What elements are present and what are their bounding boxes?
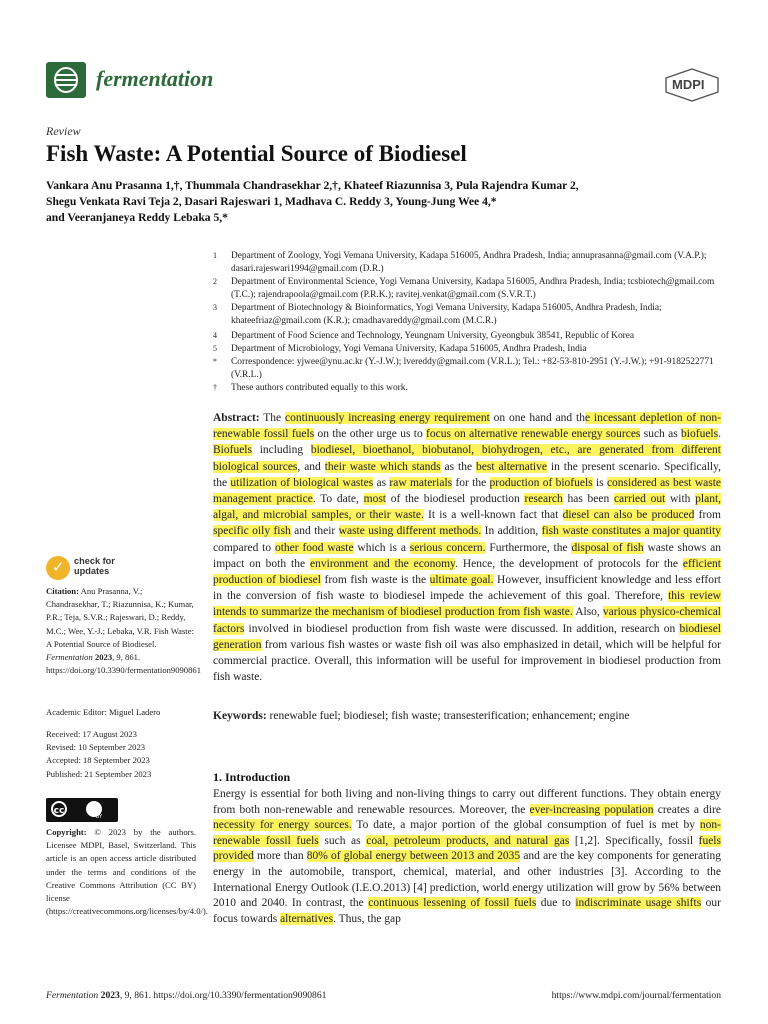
highlighted-phrase: most <box>363 493 386 506</box>
highlighted-phrase: Biofuels <box>213 444 252 457</box>
abstract <box>213 410 721 685</box>
highlighted-phrase: disposal of fish <box>571 541 644 554</box>
highlighted-phrase: considered as best waste management practice <box>213 476 722 506</box>
affiliation-text: Department of Zoology, Yogi Vemana University, Kadapa 516005, Andhra Pradesh, India; annuprasanna@gmail.com (V.A.P.); dasari.rajeswari1994@gmail.com (D.R.) <box>231 251 707 274</box>
check-updates-label <box>74 556 115 576</box>
highlighted-phrase: raw materials <box>389 476 453 489</box>
highlighted-phrase: diesel can also be produced <box>562 509 695 522</box>
citation-year: 2023 <box>94 652 113 663</box>
footer-journal: Fermentation <box>46 990 99 1001</box>
highlighted-phrase: non-renewable fossil fuels <box>213 819 721 847</box>
affiliation-number: 1 <box>213 251 217 260</box>
footer-doi-link[interactable]: , 9, 861. https://doi.org/10.3390/fermentation9090861 <box>119 990 327 1001</box>
text-run: In addition, <box>481 525 542 538</box>
text-run: of the biodiesel production <box>386 493 525 506</box>
text-run: However, insufficient knowledge and less effort in the conversion of fish waste to biodiesel impede the achievement of this goal. Therefore, <box>213 574 721 603</box>
affiliation-text: Correspondence: yjwee@ynu.ac.kr (Y.-J.W.); lvereddy@gmail.com (V.R.L.); Tel.: +82-53-810-2951 (Y.-J.W.); +91-9182522771 (V.R.L.) <box>231 357 714 380</box>
highlighted-phrase: alternatives <box>280 912 334 925</box>
text-run: Energy is essential for both living and non-living things to carry out different functions. They obtain energy from both non-renewable and renewable resources. Moreover, the <box>213 788 721 816</box>
dates <box>46 728 196 781</box>
highlighted-phrase: best alternative <box>476 460 547 473</box>
highlighted-phrase: efficient production of biodiesel <box>213 557 721 587</box>
highlighted-phrase: plant, algal, and microbial samples, or their waste. <box>213 493 722 522</box>
text-run: on the other urge us to <box>314 428 427 441</box>
affiliation-number: * <box>213 357 217 366</box>
text-run: as the <box>440 460 476 473</box>
highlighted-phrase: other food waste <box>274 541 354 554</box>
text-run: compared to <box>213 541 275 554</box>
date-revised: Revised: 10 September 2023 <box>46 742 146 753</box>
check-for-updates-button[interactable] <box>46 556 166 582</box>
check-icon <box>46 556 70 580</box>
text-run: It is a well-known fact that <box>423 509 563 522</box>
author-line: Vankara Anu Prasanna 1,†, Thummala Chandrasekhar 2,†, Khateef Riazunnisa 3, Pula Rajendra Kumar 2, <box>46 179 579 192</box>
affiliation-number: 2 <box>213 277 217 286</box>
highlighted-phrase: waste using different methods. <box>338 525 482 538</box>
highlighted-phrase: various physico-chemical factors <box>213 606 721 635</box>
citation-doi-link[interactable]: , 9, 861. https://doi.org/10.3390/fermentation9090861 <box>46 652 201 676</box>
text-run: which is a <box>353 541 410 554</box>
highlighted-phrase: research <box>524 493 563 506</box>
text-run: and their <box>290 525 339 538</box>
highlighted-phrase: biodiesel, bioethanol, biobutanol, biohydrogen, etc., are generated from different biological sources <box>213 444 721 473</box>
affiliation-text: Department of Microbiology, Yogi Vemana University, Kadapa 516005, Andhra Pradesh, India <box>231 344 587 354</box>
publisher-name: MDPI <box>672 77 705 92</box>
affiliation-item <box>213 343 733 356</box>
highlighted-phrase: biodiesel generation <box>213 622 721 651</box>
publisher-logo <box>664 68 720 102</box>
keywords <box>213 710 721 722</box>
affiliation-item <box>213 382 733 395</box>
highlighted-phrase: carried out <box>613 493 666 506</box>
text-run: such as <box>318 834 367 847</box>
copyright-text: © 2023 by the authors. Licensee MDPI, Basel, Switzerland. This article is an open access article distributed under the terms and conditions of the Creative Commons Attribution (CC BY) license (https://creativecommons.org/licenses/by/4.0/). <box>46 827 208 917</box>
highlighted-phrase: serious concern. <box>409 541 486 554</box>
citation-text: Anu Prasanna, V.; Chandrasekhar, T.; Riazunnisa, K.; Kumar, P.R.; Teja, S.V.R.; Rajeswari, D.; Reddy, M.C.; Wee, Y.-J.; Lebaka, V.R. Fish Waste: A Potential Source of Biodiesel. <box>46 586 194 649</box>
citation <box>46 585 201 677</box>
highlighted-phrase: fuels provided <box>213 834 721 863</box>
affiliation-item <box>213 250 733 275</box>
date-received: Received: 17 August 2023 <box>46 729 137 739</box>
citation-label: Citation: <box>46 586 79 596</box>
date-accepted: Accepted: 18 September 2023 <box>46 755 150 766</box>
highlighted-phrase: biofuels <box>681 428 719 441</box>
text-run: To date, a major portion of the global consumption of fuel is met by <box>351 819 700 832</box>
highlighted-phrase: necessity for energy sources. <box>213 819 352 832</box>
affiliation-number: † <box>213 383 217 392</box>
article-title: Fish Waste: A Potential Source of Biodiesel <box>46 141 467 166</box>
highlighted-phrase: ultimate goal. <box>429 574 494 587</box>
text-run: including <box>251 444 311 457</box>
text-run: , and <box>297 460 325 473</box>
footer-year: 2023 <box>100 990 120 1001</box>
affiliation-number: 5 <box>213 344 217 353</box>
highlighted-phrase: continuously increasing energy requirement <box>284 412 490 424</box>
highlighted-phrase: environment and the economy <box>310 557 456 570</box>
abstract-label: Abstract: <box>213 412 260 424</box>
text-run: creates a dire <box>653 803 721 816</box>
highlighted-phrase: continuous lessening of fossil fuels <box>368 897 537 910</box>
text-run: from various fish wastes or waste fish oil was also emphasized in detail, which will be helpful for commercial practice. Overall, this information will be useful for improvement in biodiesel production from fish waste. <box>213 638 721 684</box>
keywords-label: Keywords: <box>213 710 267 722</box>
text-run: involved in biodiesel production from fish waste were discussed. In addition, research on <box>244 622 680 635</box>
text-run: on one hand and th <box>489 412 585 424</box>
highlighted-phrase: focus on alternative renewable energy sources <box>426 428 641 441</box>
text-run: such as <box>640 428 682 441</box>
text-run: . To date, <box>312 493 364 506</box>
highlighted-phrase: indiscriminate usage shifts <box>575 897 702 910</box>
highlighted-phrase: e incessant depletion of non-renewable fossil fuels <box>213 412 721 441</box>
cc-license-badge[interactable] <box>46 798 118 822</box>
highlighted-phrase: specific oily fish <box>213 525 291 538</box>
text-run: our focus towards <box>213 897 721 925</box>
text-run: from <box>694 509 721 522</box>
author-line: Shegu Venkata Ravi Teja 2, Dasari Rajeswari 1, Madhava C. Reddy 3, Young-Jung Wee 4,* <box>46 195 497 208</box>
text-run: . Hence, the development of protocols for the <box>455 557 683 570</box>
cc-icon: cc <box>51 801 67 817</box>
text-run: . <box>718 428 721 441</box>
journal-logo-icon <box>46 62 86 98</box>
copyright-label: Copyright: <box>46 827 87 837</box>
author-line: and Veeranjaneya Reddy Lebaka 5,* <box>46 211 228 224</box>
highlighted-phrase: ever-increasing population <box>529 803 654 816</box>
highlighted-phrase: this review intends to summarize the mechanism of biodiesel production from fish waste. <box>213 590 721 619</box>
affiliation-item <box>213 302 733 327</box>
text-run: Also, <box>572 606 603 619</box>
text-run: has been <box>562 493 614 506</box>
text-run: for the <box>452 476 490 489</box>
highlighted-phrase: production of biofuels <box>489 476 593 489</box>
highlighted-phrase: utilization of biological wastes <box>230 476 374 489</box>
date-published: Published: 21 September 2023 <box>46 768 152 779</box>
text-run: Furthermore, the <box>485 541 572 554</box>
check-updates-line1: check for <box>74 556 115 566</box>
text-run: waste shows an impact on both the <box>213 541 721 570</box>
abstract-body <box>213 412 721 683</box>
footer-citation <box>46 990 326 1001</box>
highlighted-phrase: fish waste constitutes a major quantity <box>541 525 721 538</box>
affiliation-number: 3 <box>213 303 217 312</box>
text-run: and are the key components for generating energy in the automobile, transport, chemical, material, and other industries [3]. According to the International Energy Outlook (I.E.O.2013) [4] prediction, world energy utilization will grow by 56% between 2010 and 2040. In contrast, the <box>213 850 722 910</box>
text-run: [1,2]. Specifically, fossil <box>569 834 699 847</box>
affiliation-text: Department of Environmental Science, Yogi Vemana University, Kadapa 516005, Andhra Pradesh, India; tcsbiotech@gmail.com (T.C.); rajendrapoola@gmail.com (P.R.K.); ravitej.venkat@gmail.com (S.V.R.T.) <box>231 277 715 300</box>
text-run: . Thus, the gap <box>333 912 401 925</box>
text-run: The <box>259 412 285 424</box>
academic-editor: Academic Editor: Miguel Ladero <box>46 707 161 717</box>
affiliation-text: Department of Biotechnology & Bioinformatics, Yogi Vemana University, Kadapa 516005, Andhra Pradesh, India; khateefriaz@gmail.com (K.R.); cmadhavareddy@gmail.com (M.C.R.) <box>231 303 662 326</box>
section-heading: 1. Introduction <box>213 770 291 784</box>
highlighted-phrase: coal, petroleum products, and natural gas <box>366 834 570 847</box>
text-run: in the present scenario. Specifically, the <box>213 460 721 489</box>
affiliation-text: Department of Food Science and Technology, Yeungnam University, Gyeongbuk 38541, Republic of Korea <box>231 331 635 341</box>
text-run: is <box>592 476 607 489</box>
text-run: as <box>373 476 390 489</box>
by-label: BY <box>95 814 103 820</box>
text-run: with <box>665 493 696 506</box>
affiliation-item <box>213 330 733 343</box>
introduction-paragraph <box>213 787 721 927</box>
text-run: more than <box>253 850 307 863</box>
text-run: due to <box>536 897 576 910</box>
keywords-text: renewable fuel; biodiesel; fish waste; transesterification; enhancement; engine <box>269 710 630 722</box>
article-type: Review <box>46 124 81 138</box>
check-updates-line2: updates <box>74 566 110 576</box>
affiliation-number: 4 <box>213 331 217 340</box>
highlighted-phrase: 80% of global energy between 2013 and 2035 <box>306 850 521 863</box>
citation-journal: Fermentation <box>46 652 93 663</box>
journal-name: fermentation <box>96 66 214 91</box>
footer-journal-link[interactable]: https://www.mdpi.com/journal/fermentation <box>551 990 721 1001</box>
affiliation-item <box>213 356 733 381</box>
affiliation-text: These authors contributed equally to this work. <box>231 383 408 393</box>
highlighted-phrase: their waste which stands <box>324 460 441 473</box>
text-run: from fish waste is the <box>320 574 430 587</box>
affiliation-item <box>213 276 733 301</box>
copyright <box>46 826 208 918</box>
